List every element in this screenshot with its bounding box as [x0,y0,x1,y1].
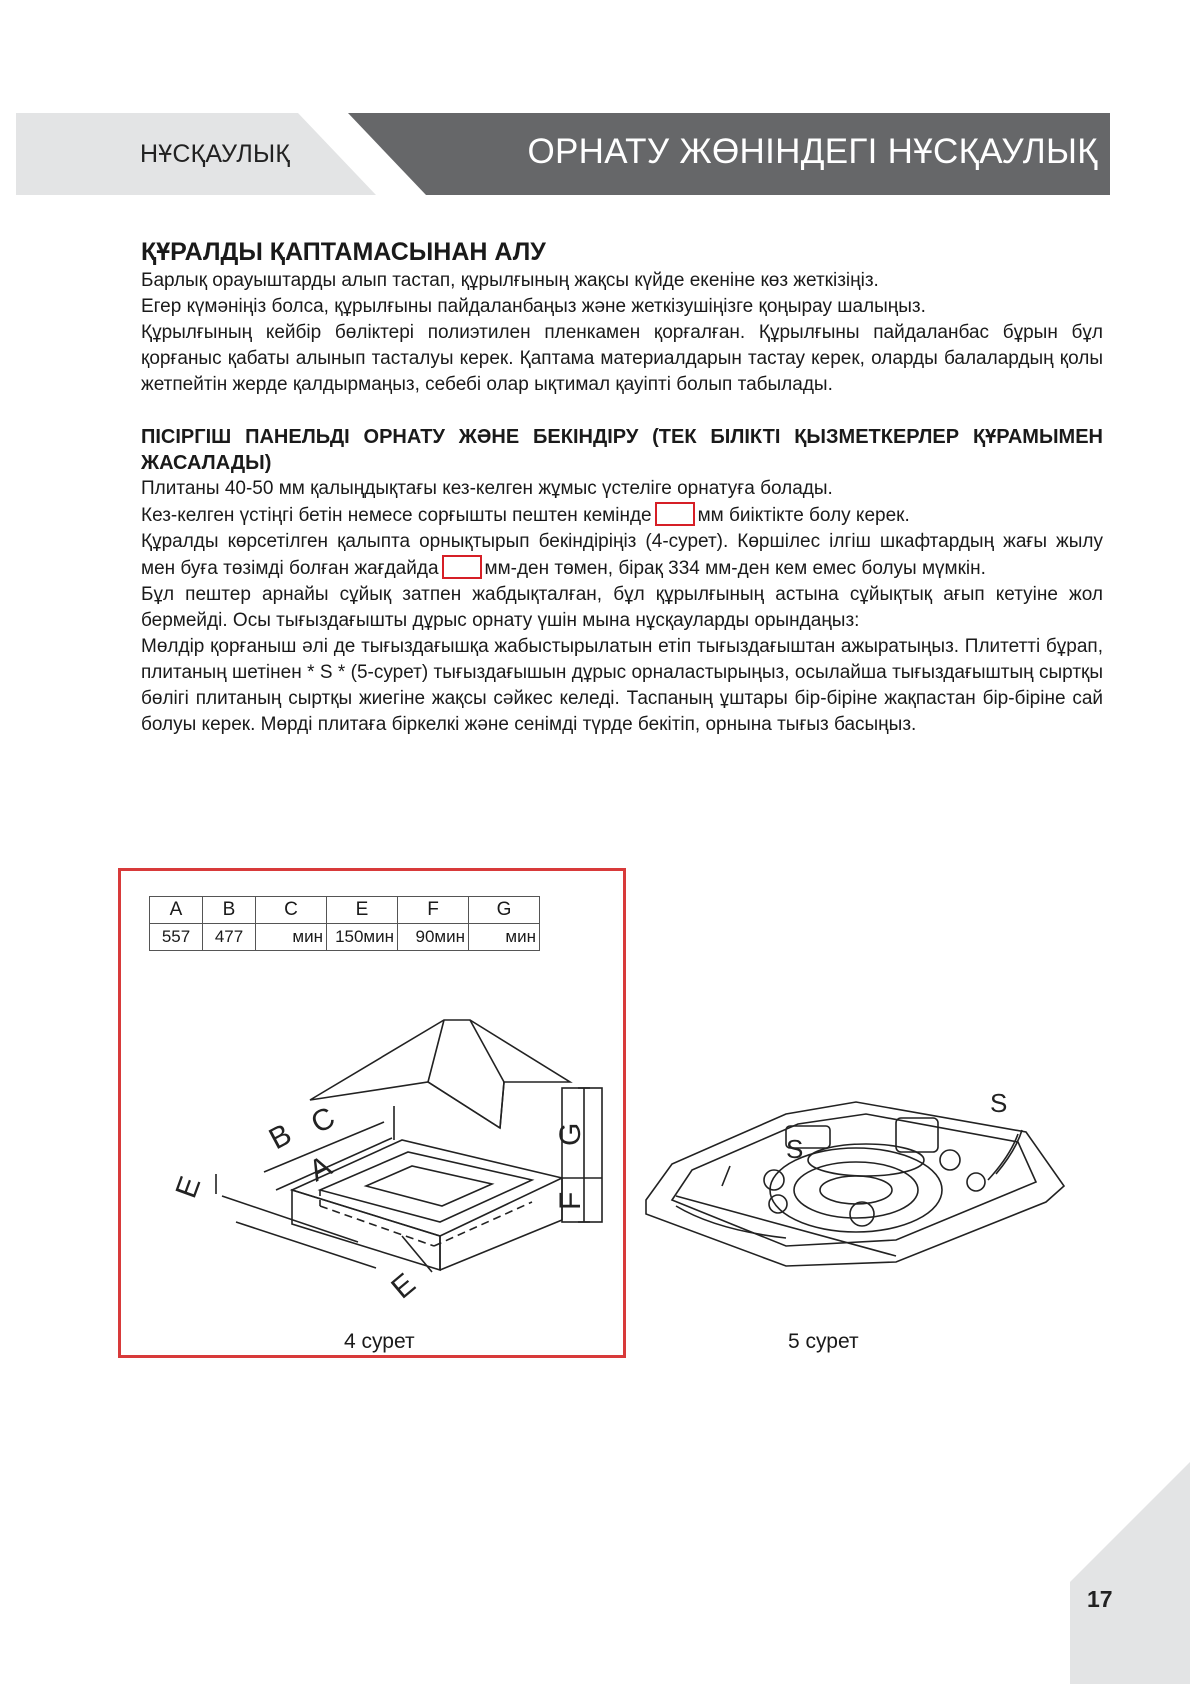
header-left-label: НҰСҚАУЛЫҚ [140,140,291,168]
table-cell: 90мин [398,924,469,951]
main-content [141,236,1103,738]
blank-value-box [655,502,695,526]
table-header-cell: E [327,897,398,924]
label-e-right: E [385,1267,422,1306]
label-s-right: S [990,1088,1008,1118]
section-heading-unpacking: ҚҰРАЛДЫ ҚАПТАМАСЫНАН АЛУ [141,238,546,266]
table-cell: мин [256,924,327,951]
label-b: B [263,1117,297,1157]
figure4-installation-diagram [169,1010,620,1320]
paragraph: Құрылғының кейбір бөліктері полиэтилен пленкамен қорғалған. Құрылғыны пайдаланбас бұрын бұл қорғаныс қабаты алынып тасталуы керек. Қаптама материалдарын тастау керек, оларды балалардың қолы жетпейтін жерде қалдырмаңыз, себебі олар ықтимал қауіпті болып табылады. [141,322,1103,395]
text-segment: мм биіктікте болу керек. [697,505,910,526]
table-row [150,924,540,951]
label-f: F [554,1191,587,1210]
table-header-row [150,897,540,924]
paragraph: Мөлдір қорғаныш әлі де тығыздағышқа жабыстырылатын етіп тығыздағыштан ажыратыңыз. Плитетті бұрап, плитаның шетінен * S * (5-сурет) тығыздағышын дұрыс орналастырыңыз, осылайша тығыздағыштың сыртқы бөлігі плитаның сыртқы жиегіне жақсы сәйкес келеді. Таспаның ұштары бір-біріне жақпастан бір-біріне сай болуы керек. Мөрді плитаға біркелкі және сенімді түрде бекітіп, орнына тығыз басыңыз. [141,636,1103,735]
label-e-left: E [169,1172,208,1203]
figure4-caption: 4 сурет [344,1330,415,1353]
figure5-caption: 5 сурет [788,1330,859,1353]
section-heading-installation: ПІСІРГІШ ПАНЕЛЬДІ ОРНАТУ ЖӘНЕ БЕКІНДІРУ (ТЕК БІЛІКТІ ҚЫЗМЕТКЕРЛЕР ҚҰРАМЫМЕН ЖАСАЛАДЫ) [141,426,1103,474]
table-header-cell: F [398,897,469,924]
paragraph-cabinets [141,529,1103,582]
paragraph: Бұл пештер арнайы сұйық затпен жабдықталған, бұл құрылғының астына сұйықтық ағып кетуіне жол бермейді. Осы тығыздағышты дұрыс орнату үшін мына нұсқауларды орындаңыз: [141,584,1103,631]
paragraph: Егер күмәніңіз болса, құрылғыны пайдаланбаңыз және жеткізушіңізге қоңырау шалыңыз. [141,296,926,317]
table-cell: 477 [203,924,256,951]
label-s-center: S [786,1134,804,1164]
table-header-cell: B [203,897,256,924]
table-header-cell: C [256,897,327,924]
text-segment: Құралды көрсетілген қалыпта орнықтырып бекіндіріңіз (4-сурет). Көршілес ілгіш шкафтардың жағы жылу мен буға төзімді болған жағдайда [141,531,1103,579]
label-a: A [303,1149,337,1189]
dimensions-table [149,896,540,951]
blank-value-box [442,555,482,579]
paragraph: Плитаны 40-50 мм қалыңдықтағы кез-келген жұмыс үстеліге орнатуға болады. [141,478,833,499]
text-segment: Кез-келген үстіңгі бетін немесе сорғышты пештен кемінде [141,505,652,526]
table-header-cell: G [469,897,540,924]
paragraph: Барлық орауыштарды алып тастап, құрылғының жақсы күйде екеніне көз жеткізіңіз. [141,270,879,291]
text-segment: мм-ден төмен, бірақ 334 мм-ден кем емес болуы мүмкін. [484,558,986,579]
table-header-cell: A [150,897,203,924]
page-number: 17 [1087,1586,1113,1612]
paragraph-clearance [141,502,1103,529]
label-g: G [554,1122,587,1146]
table-cell: мин [469,924,540,951]
header-title: ОРНАТУ ЖӨНІНДЕГІ НҰСҚАУЛЫҚ [527,132,1098,171]
label-c: C [305,1100,341,1141]
table-cell: 557 [150,924,203,951]
page-corner-decoration [1070,1462,1190,1684]
figure5-hob-underside-diagram [636,1090,1076,1290]
table-cell: 150мин [327,924,398,951]
